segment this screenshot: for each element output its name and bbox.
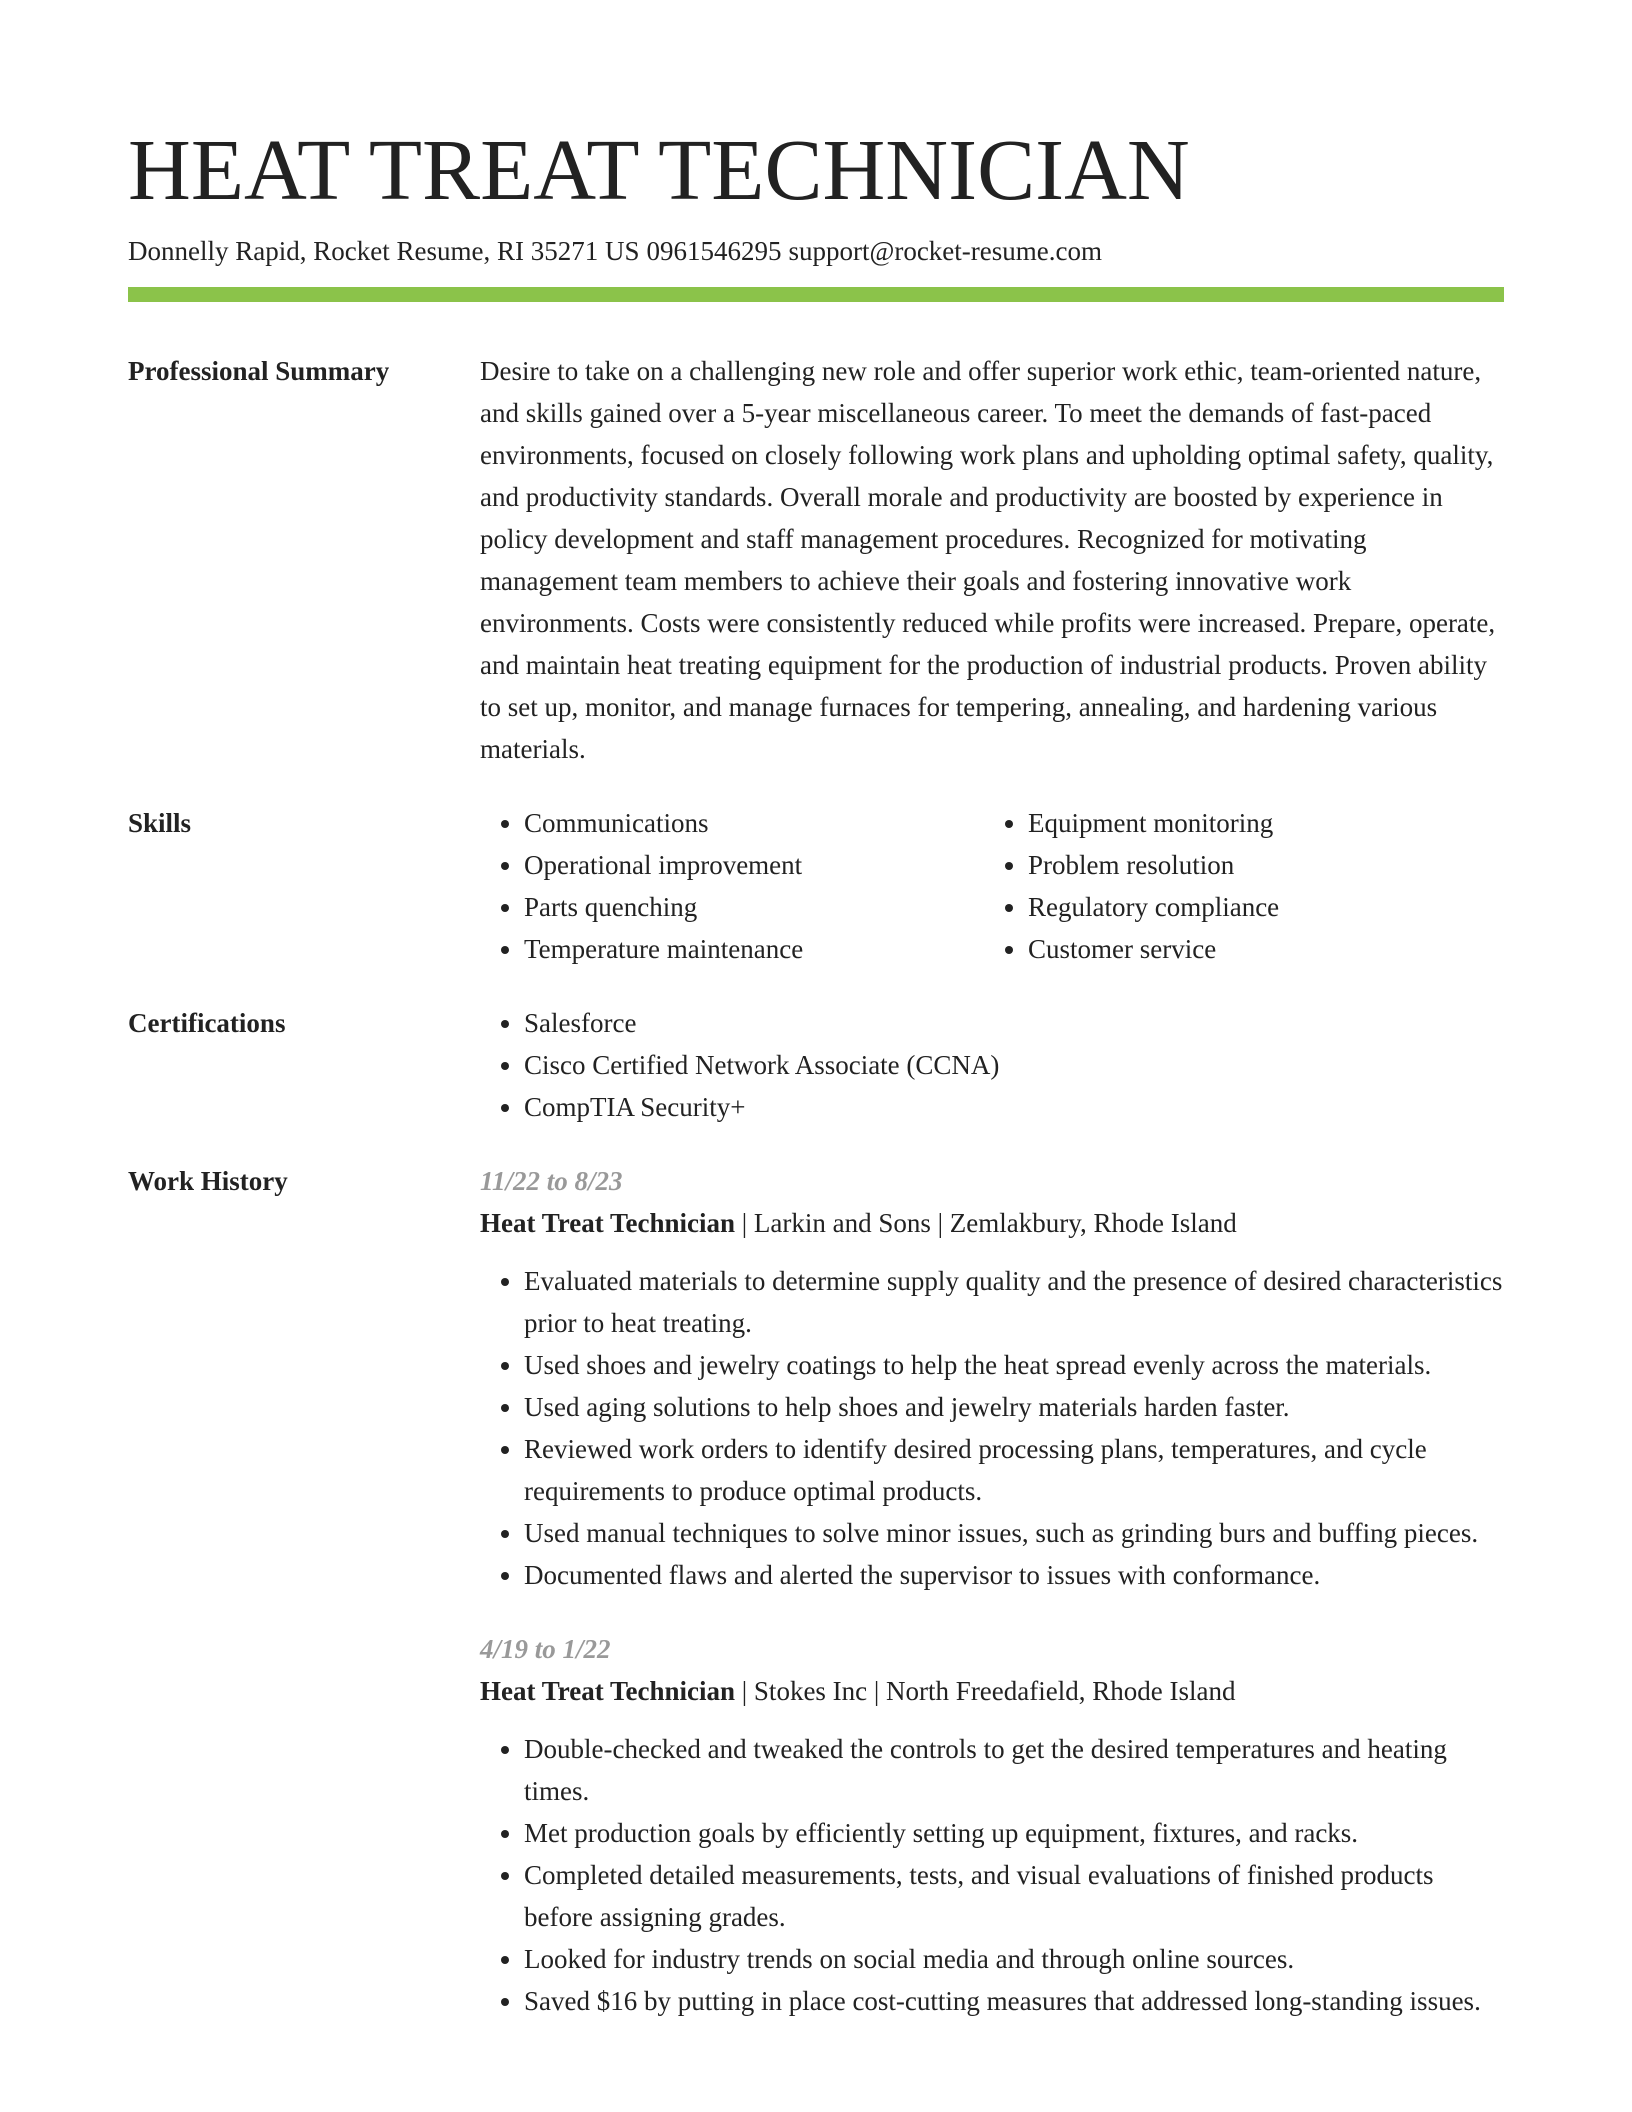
job-title: Heat Treat Technician — [480, 1208, 736, 1238]
certifications-list — [480, 1002, 1504, 1128]
resume-page — [128, 120, 1504, 2054]
certifications-section — [128, 1002, 1504, 1128]
job-heading — [480, 1202, 1504, 1244]
skill-item: • Customer service — [1028, 928, 1504, 970]
job-dates: 11/22 to 8/23 — [480, 1166, 623, 1196]
job-bullet: • Double-checked and tweaked the controls to get the desired temperatures and heating times. — [524, 1728, 1504, 1812]
job-employer-location: | Stokes Inc | North Freedafield, Rhode Island — [735, 1676, 1236, 1706]
job-bullets — [480, 1260, 1504, 1596]
certifications-label: Certifications — [128, 1008, 286, 1038]
job-bullet: • Used aging solutions to help shoes and jewelry materials harden faster. — [524, 1386, 1504, 1428]
skill-item: • Operational improvement — [524, 844, 940, 886]
certification-item: • CompTIA Security+ — [524, 1086, 1504, 1128]
skill-item: • Regulatory compliance — [1028, 886, 1504, 928]
skill-item: • Problem resolution — [1028, 844, 1504, 886]
skills-section — [128, 802, 1504, 970]
job-entry — [480, 1628, 1504, 2022]
job-bullets — [480, 1728, 1504, 2022]
skills-list-right — [984, 802, 1504, 970]
job-dates: 4/19 to 1/22 — [480, 1634, 611, 1664]
candidate-title: HEAT TREAT TECHNICIAN — [128, 121, 1190, 218]
skill-item: • Temperature maintenance — [524, 928, 940, 970]
job-bullet: • Completed detailed measurements, tests, and visual evaluations of finished products before assigning grades. — [524, 1854, 1504, 1938]
accent-rule — [128, 287, 1504, 302]
job-bullet: • Met production goals by efficiently setting up equipment, fixtures, and racks. — [524, 1812, 1504, 1854]
summary-text: Desire to take on a challenging new role and offer superior work ethic, team-oriented nature, and skills gained over a 5-year miscellaneous career. To meet the demands of fast-paced environments, focused on closely following work plans and upholding optimal safety, quality, and productivity standards. Overall morale and productivity are boosted by experience in policy development and staff management procedures. Recognized for motivating management team members to achieve their goals and fostering innovative work environments. Costs were consistently reduced while profits were increased. Prepare, operate, and maintain heat treating equipment for the production of industrial products. Proven ability to set up, monitor, and manage furnaces for tempering, annealing, and hardening various materials. — [480, 356, 1496, 764]
skills-list-left — [480, 802, 940, 970]
work-history-body — [480, 1160, 1504, 2054]
job-bullet: • Reviewed work orders to identify desired processing plans, temperatures, and cycle requirements to produce optimal products. — [524, 1428, 1504, 1512]
work-history-section — [128, 1160, 1504, 2054]
work-history-label: Work History — [128, 1166, 288, 1196]
skills-grid — [480, 802, 1504, 970]
contact-email: support@rocket-resume.com — [788, 236, 1102, 266]
certification-item: • Cisco Certified Network Associate (CCNA) — [524, 1044, 1504, 1086]
contact-line — [128, 233, 1504, 269]
job-bullet: • Used shoes and jewelry coatings to help the heat spread evenly across the materials. — [524, 1344, 1504, 1386]
contact-address: Donnelly Rapid, Rocket Resume, RI 35271 US — [128, 236, 640, 266]
certifications-body — [480, 1002, 1504, 1128]
job-bullet: • Evaluated materials to determine supply quality and the presence of desired characteristics prior to heat treating. — [524, 1260, 1504, 1344]
skills-label: Skills — [128, 808, 192, 838]
skill-item: • Parts quenching — [524, 886, 940, 928]
job-bullet: • Documented flaws and alerted the supervisor to issues with conformance. — [524, 1554, 1504, 1596]
job-bullet: • Looked for industry trends on social media and through online sources. — [524, 1938, 1504, 1980]
job-bullet: • Used manual techniques to solve minor issues, such as grinding burs and buffing pieces. — [524, 1512, 1504, 1554]
job-title: Heat Treat Technician — [480, 1676, 736, 1706]
job-bullet: • Saved $16 by putting in place cost-cutting measures that addressed long-standing issues. — [524, 1980, 1504, 2022]
summary-label: Professional Summary — [128, 356, 390, 386]
skill-item: • Communications — [524, 802, 940, 844]
job-employer-location: | Larkin and Sons | Zemlakbury, Rhode Island — [735, 1208, 1237, 1238]
skill-item: • Equipment monitoring — [1028, 802, 1504, 844]
job-entry — [480, 1160, 1504, 1596]
certification-item: • Salesforce — [524, 1002, 1504, 1044]
contact-phone: 0961546295 — [646, 236, 782, 266]
job-heading — [480, 1670, 1504, 1712]
summary-section — [128, 350, 1504, 770]
